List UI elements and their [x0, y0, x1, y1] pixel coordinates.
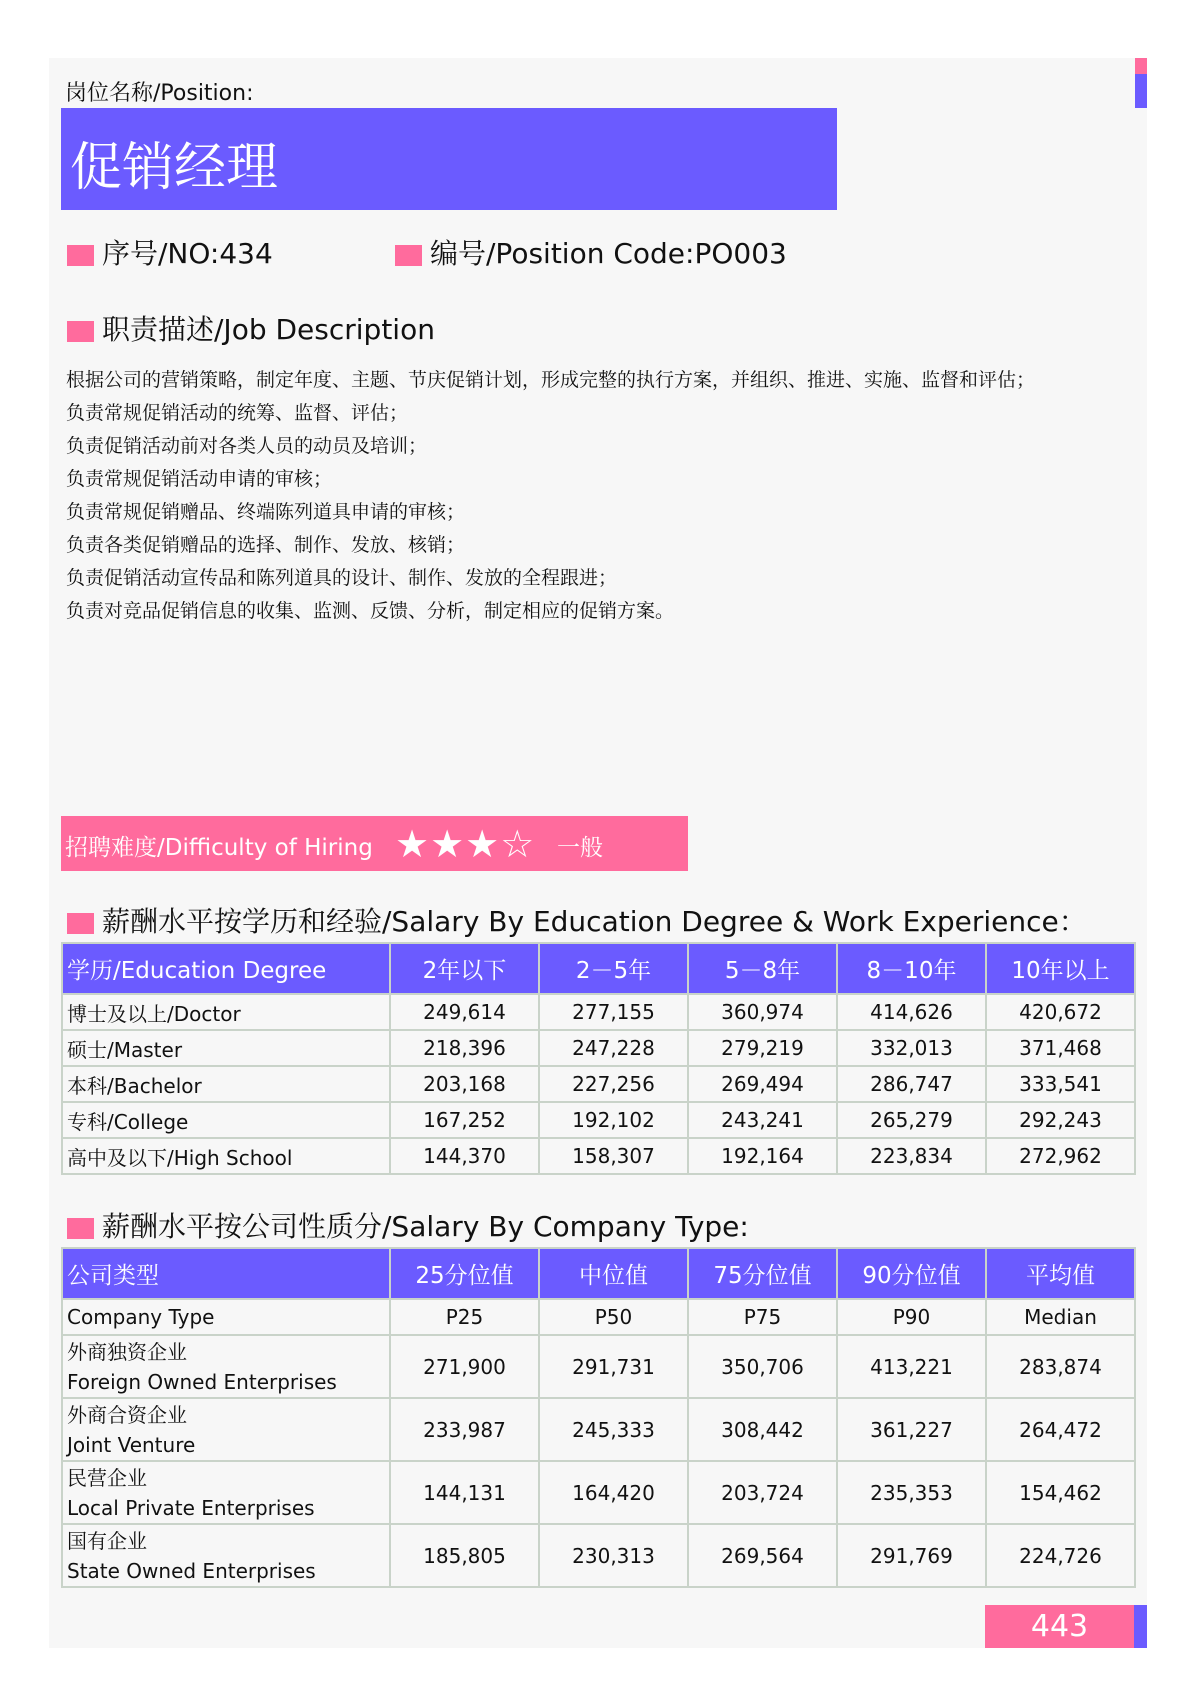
column-header: 10年以上 — [986, 943, 1135, 994]
duty-item: 负责对竞品促销信息的收集、监测、反馈、分析，制定相应的促销方案。 — [66, 600, 675, 622]
duty-item: 负责常规促销活动申请的审核； — [66, 468, 333, 490]
table-row — [62, 1335, 1135, 1398]
company-type-cn: 外商独资企业 — [67, 1339, 187, 1364]
table-cell: P90 — [837, 1299, 986, 1335]
salary-education-heading-text: 薪酬水平按学历和经验/Salary By Education Degree & Work Experience： — [102, 905, 1087, 938]
duty-item: 根据公司的营销策略，制定年度、主题、节庆促销计划，形成完整的执行方案，并组织、推进、实施、监督和评估； — [66, 369, 1036, 391]
table-cell: 291,769 — [837, 1524, 986, 1587]
table-cell: 高中及以下/High School — [62, 1138, 390, 1174]
column-header: 2－5年 — [539, 943, 688, 994]
pink-square-icon — [67, 1218, 94, 1239]
table-cell: 164,420 — [539, 1461, 688, 1524]
table-cell: 230,313 — [539, 1524, 688, 1587]
table-header-row — [62, 943, 1135, 994]
salary-education-table — [61, 942, 1136, 1175]
table-cell: 233,987 — [390, 1398, 539, 1461]
duty-item: 负责各类促销赠品的选择、制作、发放、核销； — [66, 534, 466, 556]
position-code — [395, 232, 787, 272]
column-header: 平均值 — [986, 1248, 1135, 1299]
table-cell: 371,468 — [986, 1030, 1135, 1066]
salary-company-heading-text: 薪酬水平按公司性质分/Salary By Company Type: — [102, 1210, 749, 1243]
salary-education-heading — [67, 900, 1087, 940]
table-row — [62, 1398, 1135, 1461]
table-row — [62, 1102, 1135, 1138]
table-cell: 332,013 — [837, 1030, 986, 1066]
page-number: 443 — [985, 1605, 1134, 1648]
table-cell: 192,102 — [539, 1102, 688, 1138]
table-cell: 博士及以上/Doctor — [62, 994, 390, 1030]
table-row — [62, 1066, 1135, 1102]
table-cell: 154,462 — [986, 1461, 1135, 1524]
table-cell: 218,396 — [390, 1030, 539, 1066]
company-type-cn: 外商合资企业 — [67, 1402, 187, 1427]
duty-list — [66, 364, 1126, 628]
table-row — [62, 1461, 1135, 1524]
hiring-difficulty-label: 招聘难度/Difficulty of Hiring — [65, 835, 373, 861]
column-header: 2年以下 — [390, 943, 539, 994]
table-cell: 144,370 — [390, 1138, 539, 1174]
table-cell: 158,307 — [539, 1138, 688, 1174]
duty-item: 负责常规促销赠品、终端陈列道具申请的审核； — [66, 501, 466, 523]
column-header: 25分位值 — [390, 1248, 539, 1299]
column-header: 8－10年 — [837, 943, 986, 994]
corner-accent-purple — [1135, 74, 1147, 108]
table-cell: 308,442 — [688, 1398, 837, 1461]
table-cell: 333,541 — [986, 1066, 1135, 1102]
table-cell — [62, 1398, 390, 1461]
table-cell: 247,228 — [539, 1030, 688, 1066]
table-cell — [62, 1524, 390, 1587]
table-subheader-row — [62, 1299, 1135, 1335]
pink-square-icon — [67, 913, 94, 934]
table-cell: P75 — [688, 1299, 837, 1335]
table-cell: 279,219 — [688, 1030, 837, 1066]
table-header-row — [62, 1248, 1135, 1299]
table-cell: Median — [986, 1299, 1135, 1335]
position-label: 岗位名称/Position: — [65, 81, 254, 106]
job-description-heading-text: 职责描述/Job Description — [102, 313, 435, 346]
duty-item: 负责常规促销活动的统筹、监督、评估； — [66, 402, 409, 424]
job-description-heading — [67, 308, 435, 348]
table-cell: 269,494 — [688, 1066, 837, 1102]
company-type-en: Foreign Owned Enterprises — [67, 1369, 337, 1394]
table-row — [62, 1138, 1135, 1174]
company-type-en: State Owned Enterprises — [67, 1558, 316, 1583]
table-cell: 360,974 — [688, 994, 837, 1030]
company-type-en: Joint Venture — [67, 1432, 196, 1457]
table-row — [62, 1030, 1135, 1066]
table-cell: 413,221 — [837, 1335, 986, 1398]
hiring-difficulty-level: 一般 — [557, 835, 603, 861]
table-cell: 277,155 — [539, 994, 688, 1030]
company-type-cn: 国有企业 — [67, 1528, 147, 1553]
table-cell — [62, 1461, 390, 1524]
pink-square-icon — [67, 245, 94, 266]
table-cell: 203,168 — [390, 1066, 539, 1102]
table-cell: 292,243 — [986, 1102, 1135, 1138]
table-cell: 272,962 — [986, 1138, 1135, 1174]
serial-number-text: 序号/NO:434 — [102, 237, 273, 270]
column-header: 90分位值 — [837, 1248, 986, 1299]
table-cell: 361,227 — [837, 1398, 986, 1461]
table-cell: 420,672 — [986, 994, 1135, 1030]
hiring-difficulty-bar — [61, 816, 688, 871]
pink-square-icon — [67, 321, 94, 342]
company-type-en: Local Private Enterprises — [67, 1495, 315, 1520]
table-cell: P50 — [539, 1299, 688, 1335]
table-cell: 414,626 — [837, 994, 986, 1030]
serial-number — [67, 232, 273, 272]
column-header: 学历/Education Degree — [62, 943, 390, 994]
table-cell: 167,252 — [390, 1102, 539, 1138]
table-cell: 本科/Bachelor — [62, 1066, 390, 1102]
table-cell: 235,353 — [837, 1461, 986, 1524]
star-rating-icon: ★★★☆ — [395, 822, 536, 866]
table-cell: 243,241 — [688, 1102, 837, 1138]
duty-item: 负责促销活动前对各类人员的动员及培训； — [66, 435, 428, 457]
table-cell: 224,726 — [986, 1524, 1135, 1587]
table-cell: 223,834 — [837, 1138, 986, 1174]
table-cell: 192,164 — [688, 1138, 837, 1174]
table-cell: 271,900 — [390, 1335, 539, 1398]
table-cell: 269,564 — [688, 1524, 837, 1587]
table-cell: 283,874 — [986, 1335, 1135, 1398]
table-cell: 144,131 — [390, 1461, 539, 1524]
pink-square-icon — [395, 245, 422, 266]
table-cell: 185,805 — [390, 1524, 539, 1587]
column-header: 公司类型 — [62, 1248, 390, 1299]
position-code-text: 编号/Position Code:PO003 — [430, 237, 787, 270]
corner-accent-pink — [1135, 58, 1147, 74]
page-title: 促销经理 — [70, 138, 279, 198]
table-cell: P25 — [390, 1299, 539, 1335]
table-cell: 203,724 — [688, 1461, 837, 1524]
salary-company-table — [61, 1247, 1136, 1588]
column-header: 5－8年 — [688, 943, 837, 994]
table-cell: 249,614 — [390, 994, 539, 1030]
table-cell: 291,731 — [539, 1335, 688, 1398]
table-cell: 245,333 — [539, 1398, 688, 1461]
table-cell — [62, 1335, 390, 1398]
table-cell: 350,706 — [688, 1335, 837, 1398]
company-type-cn: 民营企业 — [67, 1465, 147, 1490]
table-cell: 专科/College — [62, 1102, 390, 1138]
table-cell: 227,256 — [539, 1066, 688, 1102]
table-cell: 硕士/Master — [62, 1030, 390, 1066]
table-cell: 264,472 — [986, 1398, 1135, 1461]
table-row — [62, 1524, 1135, 1587]
duty-item: 负责促销活动宣传品和陈列道具的设计、制作、发放的全程跟进； — [66, 567, 618, 589]
table-row — [62, 994, 1135, 1030]
table-cell: 286,747 — [837, 1066, 986, 1102]
table-cell: 265,279 — [837, 1102, 986, 1138]
page-number-accent — [1134, 1605, 1147, 1648]
column-header: 75分位值 — [688, 1248, 837, 1299]
column-header: 中位值 — [539, 1248, 688, 1299]
salary-company-heading — [67, 1205, 749, 1245]
table-cell: Company Type — [62, 1299, 390, 1335]
